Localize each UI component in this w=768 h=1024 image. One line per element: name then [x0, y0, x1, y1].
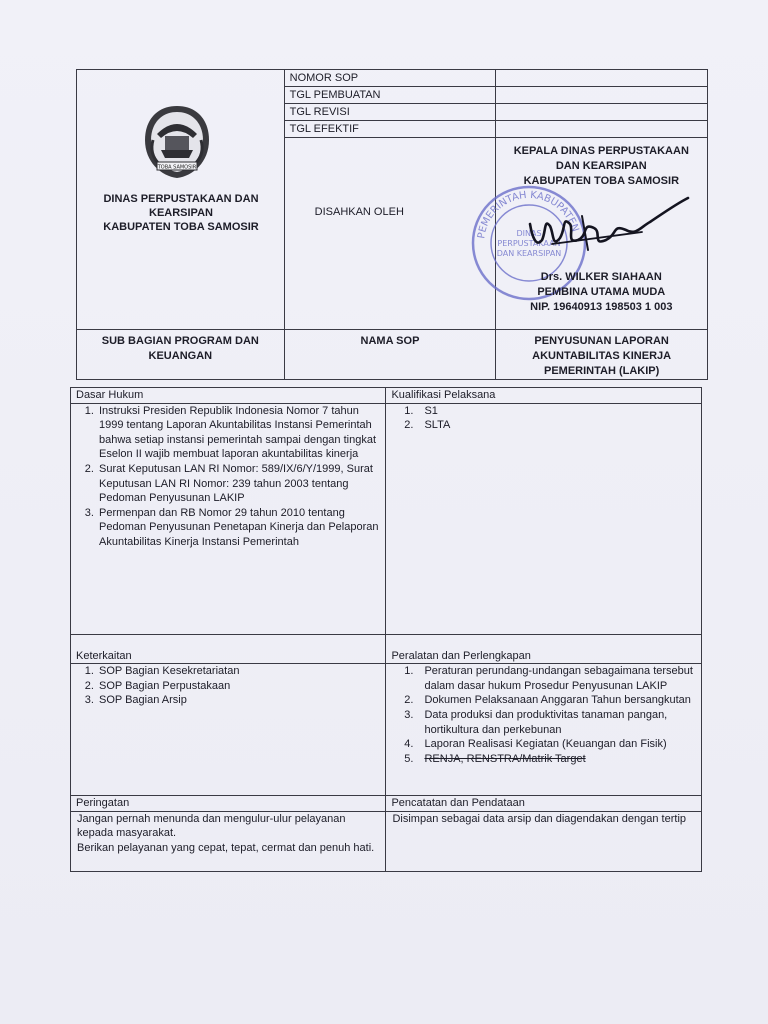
stamp-inner-line: PERPUSTAKAAN: [497, 239, 561, 248]
effective-date-value: [496, 121, 708, 138]
sop-header-table: [76, 69, 708, 380]
signer-name: Drs. WILKER SIAHAAN: [540, 271, 662, 283]
sop-name-line: PENYUSUNAN LAPORAN: [534, 335, 669, 347]
list-item: 2. Dokumen Pelaksanaan Anggaran Tahun bersangkutan: [416, 693, 695, 708]
warning-text: Jangan pernah menunda dan mengulur-ulur pelayanan kepada masyarakat.: [77, 812, 346, 840]
signer-rank: PEMBINA UTAMA MUDA: [537, 286, 666, 298]
related-header: Keterkaitan: [71, 634, 386, 664]
organization-name: [83, 192, 279, 234]
records-text: Disimpan sebagai data arsip dan diagendakan dengan tertip: [392, 812, 687, 825]
signer-nip: NIP. 19640913 198503 1 003: [530, 301, 673, 313]
stamp-inner-line: DAN KEARSIPAN: [497, 249, 562, 258]
approver-cell: [476, 138, 708, 330]
records-header: Pencatatan dan Pendataan: [386, 796, 702, 812]
revision-date-label: TGL REVISI: [284, 104, 496, 121]
sop-number-label: NOMOR SOP: [284, 70, 496, 87]
related-cell: [71, 664, 386, 796]
qualification-cell: [386, 403, 702, 634]
created-date-value: [496, 87, 708, 104]
list-item: 2. SLTA: [416, 418, 695, 433]
list-item: 1. Peraturan perundang-undangan sebagaimana tersebut dalam dasar hukum Prosedur Penyusunan LAKIP: [416, 664, 695, 693]
warning-cell: [71, 811, 386, 871]
qualification-header: Kualifikasi Pelaksana: [386, 388, 702, 404]
equipment-list: [386, 664, 701, 766]
sop-name-line: PEMERINTAH (LAKIP): [544, 365, 660, 377]
equipment-header: Peralatan dan Perlengkapan: [386, 634, 702, 664]
org-line: DINAS PERPUSTAKAAN DAN: [103, 193, 259, 205]
approver-title-line: KEPALA DINAS PERPUSTAKAAN: [513, 145, 689, 157]
approver-title-line: DAN KEARSIPAN: [555, 160, 647, 172]
sop-name-line: AKUNTABILITAS KINERJA: [532, 350, 672, 362]
warning-header: Peringatan: [71, 796, 386, 812]
list-item: 3. SOP Bagian Arsip: [97, 693, 379, 708]
list-item: 1. Instruksi Presiden Republik Indonesia Nomor 7 tahun 1999 tentang Laporan Akuntabilitas Instansi Pemerintah bahwa setiap instansi pemerintah sampai dengan tingkat Eselon II wajib membuat laporan akuntabilitas kinerja: [97, 404, 379, 462]
qualification-list: [386, 404, 701, 433]
unit-cell: [77, 330, 285, 380]
sop-number-value: [496, 70, 708, 87]
related-list: [71, 664, 385, 708]
records-cell: [386, 811, 702, 871]
sop-details-table: [70, 387, 702, 872]
sop-name-cell: [496, 330, 708, 380]
revision-date-value: [496, 104, 708, 121]
org-line: KABUPATEN TOBA SAMOSIR: [103, 221, 259, 233]
warning-text: Berikan pelayanan yang cepat, tepat, cermat dan penuh hati.: [77, 841, 375, 854]
regency-emblem-logo: [143, 104, 211, 180]
org-line: KEARSIPAN: [149, 207, 213, 219]
approval-cell: [284, 138, 496, 330]
approver-title: [496, 144, 706, 189]
effective-date-label: TGL EFEKTIF: [284, 121, 496, 138]
legal-basis-list: [71, 404, 385, 550]
stamp-ring-text: PEMERINTAH KABUPATEN: [476, 189, 581, 240]
handwritten-signature: [522, 196, 692, 266]
approver-title-line: KABUPATEN TOBA SAMOSIR: [523, 175, 680, 187]
org-identity-cell: [77, 70, 285, 330]
unit-line: KEUANGAN: [148, 350, 213, 362]
list-item: 4. Laporan Realisasi Kegiatan (Keuangan dan Fisik): [416, 737, 695, 752]
legal-basis-header: Dasar Hukum: [71, 388, 386, 404]
list-item: 1. SOP Bagian Kesekretariatan: [97, 664, 379, 679]
emblem-caption: TOBA SAMOSIR: [157, 164, 197, 171]
list-item: 2. SOP Bagian Perpustakaan: [97, 679, 379, 694]
approved-by-label: DISAHKAN OLEH: [314, 206, 404, 218]
signer-block: [496, 270, 706, 315]
list-item: 3. Data produksi dan produktivitas tanaman pangan, hortikultura dan perkebunan: [416, 708, 695, 737]
unit-line: SUB BAGIAN PROGRAM DAN: [101, 335, 259, 347]
sop-name-label: NAMA SOP: [284, 330, 496, 380]
legal-basis-cell: [71, 403, 386, 634]
list-item: 3. Permenpan dan RB Nomor 29 tahun 2010 tentang Pedoman Penyusunan Penetapan Kinerja dan Pelaporan Akuntabilitas Kinerja Instansi Pemerintah: [97, 506, 379, 550]
list-item: 2. Surat Keputusan LAN RI Nomor: 589/IX/6/Y/1999, Surat Keputusan LAN RI Nomor: 239 tahun 2003 tentang Pedoman Penyusunan LAKIP: [97, 462, 379, 506]
stamp-inner-line: DINAS: [516, 229, 542, 238]
created-date-label: TGL PEMBUATAN: [284, 87, 496, 104]
list-item: 5. RENJA, RENSTRA/Matrik Target: [416, 752, 695, 767]
equipment-cell: [386, 664, 702, 796]
list-item: 1. S1: [416, 404, 695, 419]
